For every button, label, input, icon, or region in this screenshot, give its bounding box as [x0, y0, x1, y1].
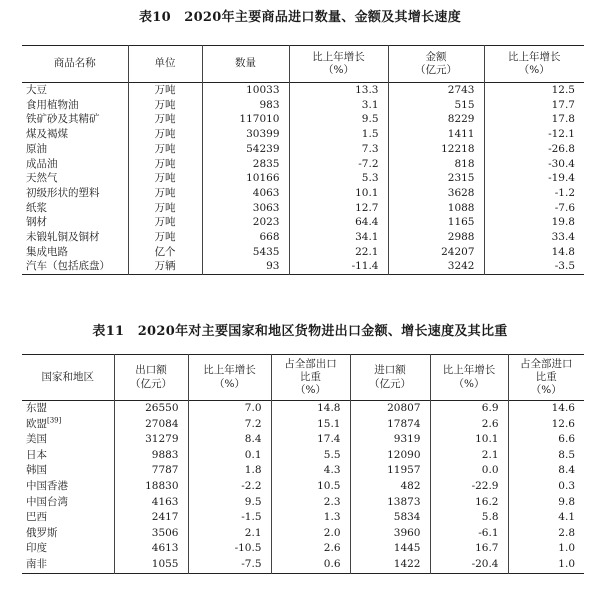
- table-row: [22, 448, 584, 464]
- table-cell: 1.5: [289, 127, 388, 142]
- table-cell: 2835: [202, 157, 289, 172]
- table-row: [22, 417, 584, 433]
- table-cell: 7787: [114, 463, 188, 479]
- table-row: [22, 157, 584, 172]
- table-cell: -26.8: [484, 142, 584, 157]
- table-cell: 3960: [350, 526, 430, 542]
- column-header: 占全部出口 比重 （%）: [271, 355, 350, 401]
- table-cell: 5435: [202, 245, 289, 260]
- table-cell: 4.3: [271, 463, 350, 479]
- table-cell: -30.4: [484, 157, 584, 172]
- table-cell: 17.4: [271, 432, 350, 448]
- table-cell: 668: [202, 230, 289, 245]
- column-header: 数量: [202, 46, 289, 83]
- table-cell: 983: [202, 98, 289, 113]
- table-cell: -7.2: [289, 157, 388, 172]
- table-row: [22, 557, 584, 573]
- table-body: [22, 401, 584, 574]
- row-label: 汽车（包括底盘）: [26, 260, 110, 273]
- row-label: 韩国: [26, 464, 47, 477]
- table-cell: 0.1: [188, 448, 271, 464]
- table-cell: 2.1: [188, 526, 271, 542]
- table-cell: 万辆: [128, 259, 202, 274]
- table-cell: 3.1: [289, 98, 388, 113]
- table-row: [22, 186, 584, 201]
- table-cell: 1422: [350, 557, 430, 573]
- import-commodities-table: [22, 45, 584, 275]
- table-row: [22, 245, 584, 260]
- table-cell: 9.8: [508, 495, 584, 511]
- table-cell: 万吨: [128, 186, 202, 201]
- row-label: 未锻轧铜及铜材: [26, 231, 100, 244]
- table-cell: 34.1: [289, 230, 388, 245]
- table-cell: 818: [388, 157, 484, 172]
- table-cell: 1088: [388, 201, 484, 216]
- table-cell: 5834: [350, 510, 430, 526]
- table-cell: 20807: [350, 401, 430, 417]
- table-cell: 2743: [388, 83, 484, 98]
- column-header: 进口额 （亿元）: [350, 355, 430, 401]
- table-cell: 6.9: [430, 401, 508, 417]
- column-header: 单位: [128, 46, 202, 83]
- table-row: [22, 259, 584, 274]
- table-cell: 19.8: [484, 215, 584, 230]
- table-cell: 万吨: [128, 230, 202, 245]
- table11-title: 表11 2020年对主要国家和地区货物进出口金额、增长速度及其比重: [92, 324, 508, 339]
- table-cell: 10.5: [271, 479, 350, 495]
- table-body: [22, 83, 584, 275]
- table-cell: 27084: [114, 417, 188, 433]
- table-cell: 8.5: [508, 448, 584, 464]
- table-cell: 万吨: [128, 171, 202, 186]
- column-header: 金额 （亿元）: [388, 46, 484, 83]
- table-cell: 515: [388, 98, 484, 113]
- table-cell: 4613: [114, 541, 188, 557]
- table-row: [22, 510, 584, 526]
- table-cell: 1445: [350, 541, 430, 557]
- table-cell: 4063: [202, 186, 289, 201]
- table-cell: 万吨: [128, 157, 202, 172]
- table-cell: 3506: [114, 526, 188, 542]
- table-cell: 万吨: [128, 142, 202, 157]
- table-cell: 7.3: [289, 142, 388, 157]
- table-cell: -12.1: [484, 127, 584, 142]
- table-cell: 2988: [388, 230, 484, 245]
- table10-title: 表10 2020年主要商品进口数量、金额及其增长速度: [138, 10, 462, 25]
- column-header: 占全部进口 比重 （%）: [508, 355, 584, 401]
- table-cell: 15.1: [271, 417, 350, 433]
- table-row: [22, 495, 584, 511]
- table-cell: 10.1: [289, 186, 388, 201]
- table-cell: 33.4: [484, 230, 584, 245]
- table-cell: 8229: [388, 112, 484, 127]
- table-cell: -19.4: [484, 171, 584, 186]
- column-header: 商品名称: [53, 57, 96, 70]
- table-cell: 93: [202, 259, 289, 274]
- table-row: [22, 112, 584, 127]
- table-cell: -1.2: [484, 186, 584, 201]
- table-cell: -7.5: [188, 557, 271, 573]
- table-cell: 4.1: [508, 510, 584, 526]
- table-cell: 14.6: [508, 401, 584, 417]
- row-label: 东盟: [26, 402, 47, 414]
- table-cell: 万吨: [128, 112, 202, 127]
- table-cell: -3.5: [484, 259, 584, 274]
- table-cell: 9883: [114, 448, 188, 464]
- table-cell: 1165: [388, 215, 484, 230]
- table-cell: 6.6: [508, 432, 584, 448]
- table-cell: 1.8: [188, 463, 271, 479]
- table-cell: 9.5: [188, 495, 271, 511]
- table-cell: 2.1: [430, 448, 508, 464]
- table-cell: 1411: [388, 127, 484, 142]
- table-cell: 5.3: [289, 171, 388, 186]
- table-cell: 117010: [202, 112, 289, 127]
- table-row: [22, 142, 584, 157]
- table-cell: 12.7: [289, 201, 388, 216]
- table-cell: 2023: [202, 215, 289, 230]
- table-cell: 0.6: [271, 557, 350, 573]
- table-cell: 万吨: [128, 215, 202, 230]
- row-label: 巴西: [26, 511, 47, 524]
- table-cell: 0.3: [508, 479, 584, 495]
- column-header: 国家和地区: [41, 370, 94, 383]
- table-cell: -10.5: [188, 541, 271, 557]
- table-cell: 18830: [114, 479, 188, 495]
- table-cell: 16.2: [430, 495, 508, 511]
- table-cell: 3242: [388, 259, 484, 274]
- table-cell: 13873: [350, 495, 430, 511]
- table-cell: 万吨: [128, 98, 202, 113]
- row-label: 中国香港: [26, 479, 68, 492]
- table-cell: 30399: [202, 127, 289, 142]
- table-cell: 54239: [202, 142, 289, 157]
- table-cell: 26550: [114, 401, 188, 417]
- column-header: 比上年增长 （%）: [289, 46, 388, 83]
- table-cell: 17.7: [484, 98, 584, 113]
- table-row: [22, 83, 584, 98]
- table-cell: 17.8: [484, 112, 584, 127]
- row-label: 钢材: [26, 216, 47, 229]
- table-cell: 8.4: [508, 463, 584, 479]
- table-cell: 12.6: [508, 417, 584, 433]
- table-cell: 3063: [202, 201, 289, 216]
- table-cell: 8.4: [188, 432, 271, 448]
- column-header: 比上年增长 （%）: [188, 355, 271, 401]
- table-cell: 7.0: [188, 401, 271, 417]
- footnote-marker: [39]: [47, 416, 62, 425]
- table-cell: 9.5: [289, 112, 388, 127]
- table-cell: 5.8: [430, 510, 508, 526]
- table-cell: 2315: [388, 171, 484, 186]
- row-label: 大豆: [26, 84, 47, 96]
- table-cell: 1.0: [508, 541, 584, 557]
- table-cell: 482: [350, 479, 430, 495]
- table-cell: 万吨: [128, 83, 202, 98]
- table-cell: -11.4: [289, 259, 388, 274]
- table-cell: 16.7: [430, 541, 508, 557]
- table-cell: 2.0: [271, 526, 350, 542]
- row-label: 成品油: [26, 157, 58, 170]
- table-cell: 10.1: [430, 432, 508, 448]
- table-cell: 9319: [350, 432, 430, 448]
- row-label: 天然气: [26, 172, 58, 185]
- column-header: 比上年增长 （%）: [484, 46, 584, 83]
- table-cell: 2.6: [430, 417, 508, 433]
- table-cell: 5.5: [271, 448, 350, 464]
- row-label: 中国台湾: [26, 495, 68, 508]
- table-cell: -22.9: [430, 479, 508, 495]
- table-cell: -7.6: [484, 201, 584, 216]
- table-row: [22, 479, 584, 495]
- table-cell: 31279: [114, 432, 188, 448]
- row-label: 印度: [26, 542, 47, 555]
- table-row: [22, 127, 584, 142]
- table-row: [22, 98, 584, 113]
- table-cell: 0.0: [430, 463, 508, 479]
- table-cell: 万吨: [128, 127, 202, 142]
- row-label: 原油: [26, 142, 47, 155]
- table-cell: 24207: [388, 245, 484, 260]
- table-row: [22, 215, 584, 230]
- table-row: [22, 230, 584, 245]
- table-cell: 1055: [114, 557, 188, 573]
- table-cell: 12.5: [484, 83, 584, 98]
- row-label: 食用植物油: [26, 98, 79, 111]
- column-header: 比上年增长 （%）: [430, 355, 508, 401]
- table-cell: -1.5: [188, 510, 271, 526]
- table-cell: 2417: [114, 510, 188, 526]
- row-label: 南非: [26, 557, 47, 570]
- table-cell: 10033: [202, 83, 289, 98]
- table-cell: 3628: [388, 186, 484, 201]
- table-cell: 1.3: [271, 510, 350, 526]
- table-cell: -6.1: [430, 526, 508, 542]
- table-row: [22, 526, 584, 542]
- table-cell: 64.4: [289, 215, 388, 230]
- table-cell: 22.1: [289, 245, 388, 260]
- row-label: 美国: [26, 433, 47, 446]
- table-row: [22, 463, 584, 479]
- table-row: [22, 401, 584, 417]
- table-row: [22, 171, 584, 186]
- table-cell: 2.6: [271, 541, 350, 557]
- table-cell: 14.8: [484, 245, 584, 260]
- row-label: 俄罗斯: [26, 526, 58, 539]
- table-cell: 2.3: [271, 495, 350, 511]
- table-cell: 10166: [202, 171, 289, 186]
- table-row: [22, 201, 584, 216]
- table-cell: 14.8: [271, 401, 350, 417]
- row-label: 集成电路: [26, 245, 68, 258]
- table-cell: -2.2: [188, 479, 271, 495]
- table-cell: -20.4: [430, 557, 508, 573]
- table-cell: 万吨: [128, 201, 202, 216]
- table-cell: 1.0: [508, 557, 584, 573]
- table-cell: 13.3: [289, 83, 388, 98]
- table-header-row: [22, 355, 584, 401]
- table-cell: 亿个: [128, 245, 202, 260]
- table-cell: 7.2: [188, 417, 271, 433]
- table-cell: 2.8: [508, 526, 584, 542]
- table-row: [22, 432, 584, 448]
- table-cell: 17874: [350, 417, 430, 433]
- row-label: 初级形状的塑料: [26, 186, 100, 199]
- trade-partners-table: [22, 354, 584, 574]
- table-cell: 12090: [350, 448, 430, 464]
- row-label: 纸浆: [26, 201, 47, 214]
- row-label: 日本: [26, 448, 47, 461]
- table-header-row: [22, 46, 584, 83]
- row-label: 欧盟[39]: [26, 416, 62, 430]
- column-header: 出口额 （亿元）: [114, 355, 188, 401]
- table-cell: 4163: [114, 495, 188, 511]
- table-cell: 12218: [388, 142, 484, 157]
- table-cell: 11957: [350, 463, 430, 479]
- row-label: 铁矿砂及其精矿: [26, 113, 100, 126]
- row-label: 煤及褐煤: [26, 128, 68, 141]
- table-row: [22, 541, 584, 557]
